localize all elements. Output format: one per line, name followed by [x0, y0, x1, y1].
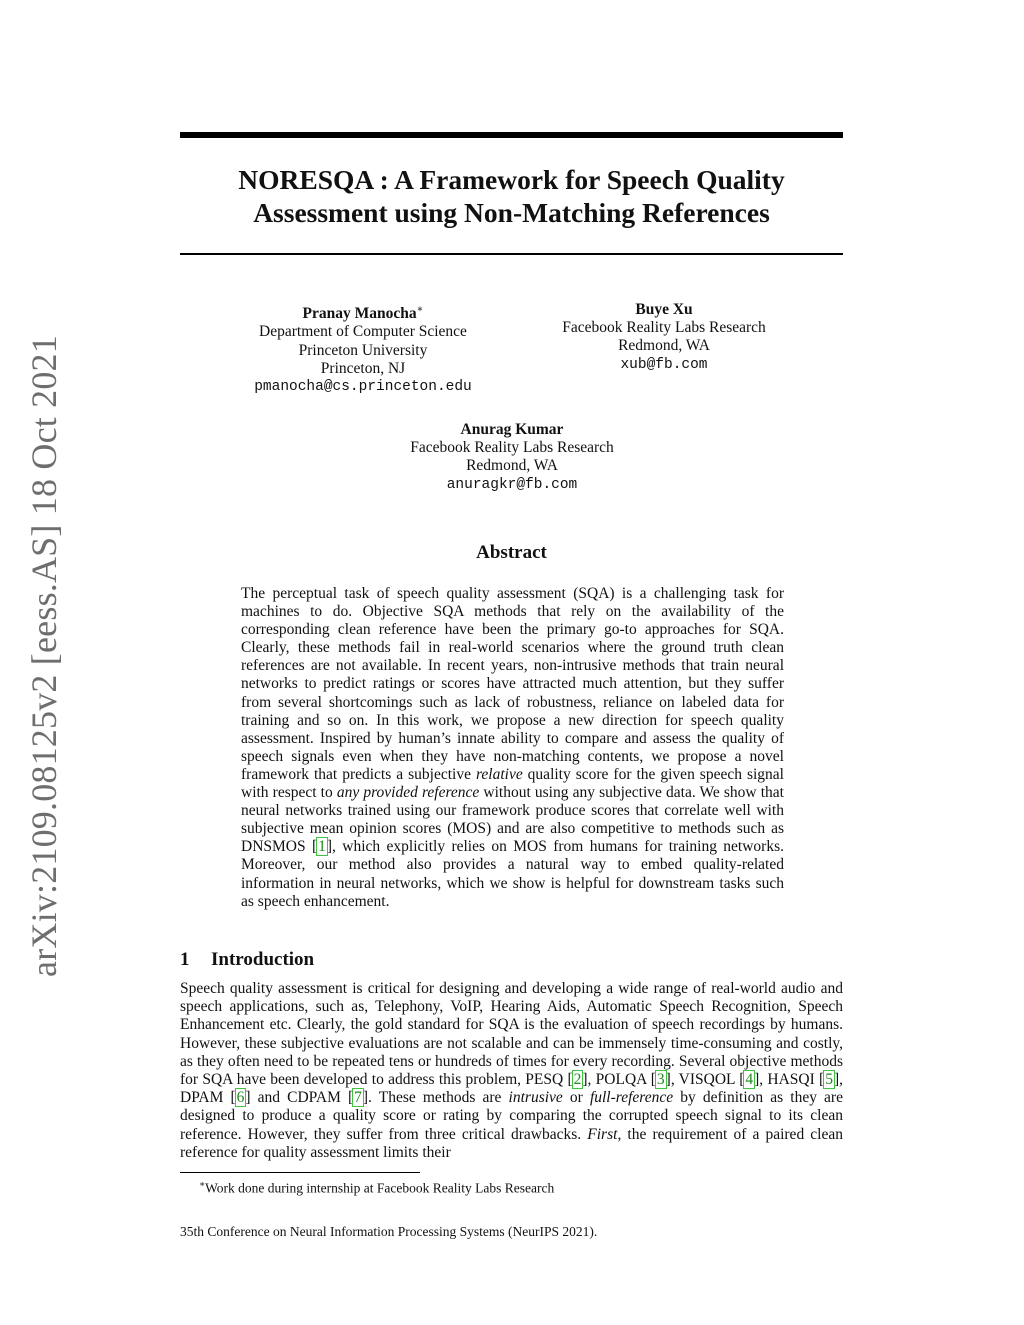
arxiv-identifier: arXiv:2109.08125v2 [eess.AS] 18 Oct 2021 — [24, 335, 64, 977]
footnote-mark: ∗ — [199, 1179, 206, 1189]
section-number: 1 — [180, 949, 190, 970]
conference-venue: 35th Conference on Neural Information Processing Systems (NeurIPS 2021). — [180, 1224, 598, 1239]
author-footnote-mark: ∗ — [416, 304, 424, 315]
emphasis-first: First — [587, 1125, 618, 1143]
author-name: Anurag Kumar — [460, 421, 564, 438]
author-affiliation: Facebook Reality Labs Research — [562, 319, 766, 337]
footnote-rule — [180, 1172, 420, 1173]
author-affiliation: Facebook Reality Labs Research — [410, 439, 614, 457]
citation-link-4[interactable]: 4 — [745, 1071, 754, 1089]
author-affiliation: Department of Computer Science — [259, 323, 467, 341]
introduction-text: Speech quality assessment is critical for designing and developing a wide range of real-world audio and speech applications, such as, Telephony, VoIP, Hearing Aids, Automatic Speech Recognition, Speech Enhancement etc. Clearly, the gold standard for SQA is the evaluation of speech recordings by humans. However, these subjective evaluations are not scalable and can be immensely time-consuming and costly, as they often need to be repeated tens or hundreds of times for every recording. Several objective methods for SQA have been developed to address this problem, PESQ [2], POLQA [3], VISQOL [4], HASQI [5], DPAM [6] and CDPAM [7]. These methods are intrusive or full-reference by definition as they are designed to produce a quality score or rating by comparing the corrupted speech signal to its clean reference. However, they suffer from three critical drawbacks. First, the requirement of a paired clean reference for quality assessment limits their — [180, 980, 843, 1161]
author-block-1 — [242, 301, 484, 396]
footnote-text: Work done during internship at Facebook Reality Labs Research — [205, 1180, 555, 1196]
citation-link-2[interactable]: 2 — [573, 1071, 582, 1089]
section-heading-introduction — [180, 949, 314, 971]
abstract-text: The perceptual task of speech quality assessment (SQA) is a challenging task for machines to do. Objective SQA methods that rely on the availability of the corresponding clean reference have been the primary go-to approaches for SQA. Clearly, these methods fail in real-world scenarios where the ground truth clean references are not available. In recent years, non-intrusive methods that train neural networks to predict ratings or scores have attracted much attention, but they suffer from several shortcomings such as lack of robustness, reliance on labeled data for training and so on. In this work, we propose a new direction for speech quality assessment. Inspired by human’s innate ability to compare and assess the quality of speech signals even when they have non-matching contents, we propose a novel framework that predicts a subjective relative quality score for the given speech signal with respect to any provided reference without using any subjective data. We show that neural networks trained using our framework produce scores that correlate well with subjective mean opinion scores (MOS) and are also competitive to methods such as DNSMOS [1], which explicitly relies on MOS from humans for training networks. Moreover, our method also provides a natural way to embed quality-related information in neural networks, which we show is helpful for downstream tasks such as speech enhancement. — [241, 585, 785, 910]
citation-link-3[interactable]: 3 — [656, 1071, 665, 1089]
top-rule — [180, 132, 843, 138]
author-location: Princeton, NJ — [320, 359, 406, 377]
footnote — [199, 1176, 554, 1197]
title-line-2: Assessment using Non-Matching References — [253, 197, 770, 228]
author-location: Redmond, WA — [466, 457, 558, 475]
citation-link-5[interactable]: 5 — [825, 1071, 833, 1089]
author-name: Buye Xu — [635, 301, 693, 318]
author-block-2 — [544, 301, 784, 374]
title-rule — [180, 253, 843, 255]
title-line-1: NORESQA : A Framework for Speech Quality — [238, 164, 785, 195]
emphasis-relative: relative — [475, 765, 523, 783]
section-title: Introduction — [211, 949, 315, 970]
author-institution: Princeton University — [298, 341, 428, 359]
emphasis-any-provided-reference: any provided reference — [336, 784, 480, 802]
author-name: Pranay Manocha — [302, 305, 417, 323]
emphasis-full-reference: full-reference — [589, 1089, 674, 1107]
author-email[interactable]: anuragkr@fb.com — [446, 476, 578, 493]
author-email[interactable]: pmanocha@cs.princeton.edu — [254, 378, 472, 395]
author-location: Redmond, WA — [618, 337, 710, 355]
paper-title — [180, 163, 843, 229]
citation-link-7[interactable]: 7 — [354, 1089, 362, 1107]
author-email[interactable]: xub@fb.com — [620, 356, 708, 373]
author-block-3 — [362, 421, 662, 494]
abstract-heading: Abstract — [476, 542, 547, 563]
citation-link-1[interactable]: 1 — [318, 838, 326, 856]
emphasis-intrusive: intrusive — [508, 1089, 563, 1107]
citation-link-6[interactable]: 6 — [236, 1089, 245, 1107]
